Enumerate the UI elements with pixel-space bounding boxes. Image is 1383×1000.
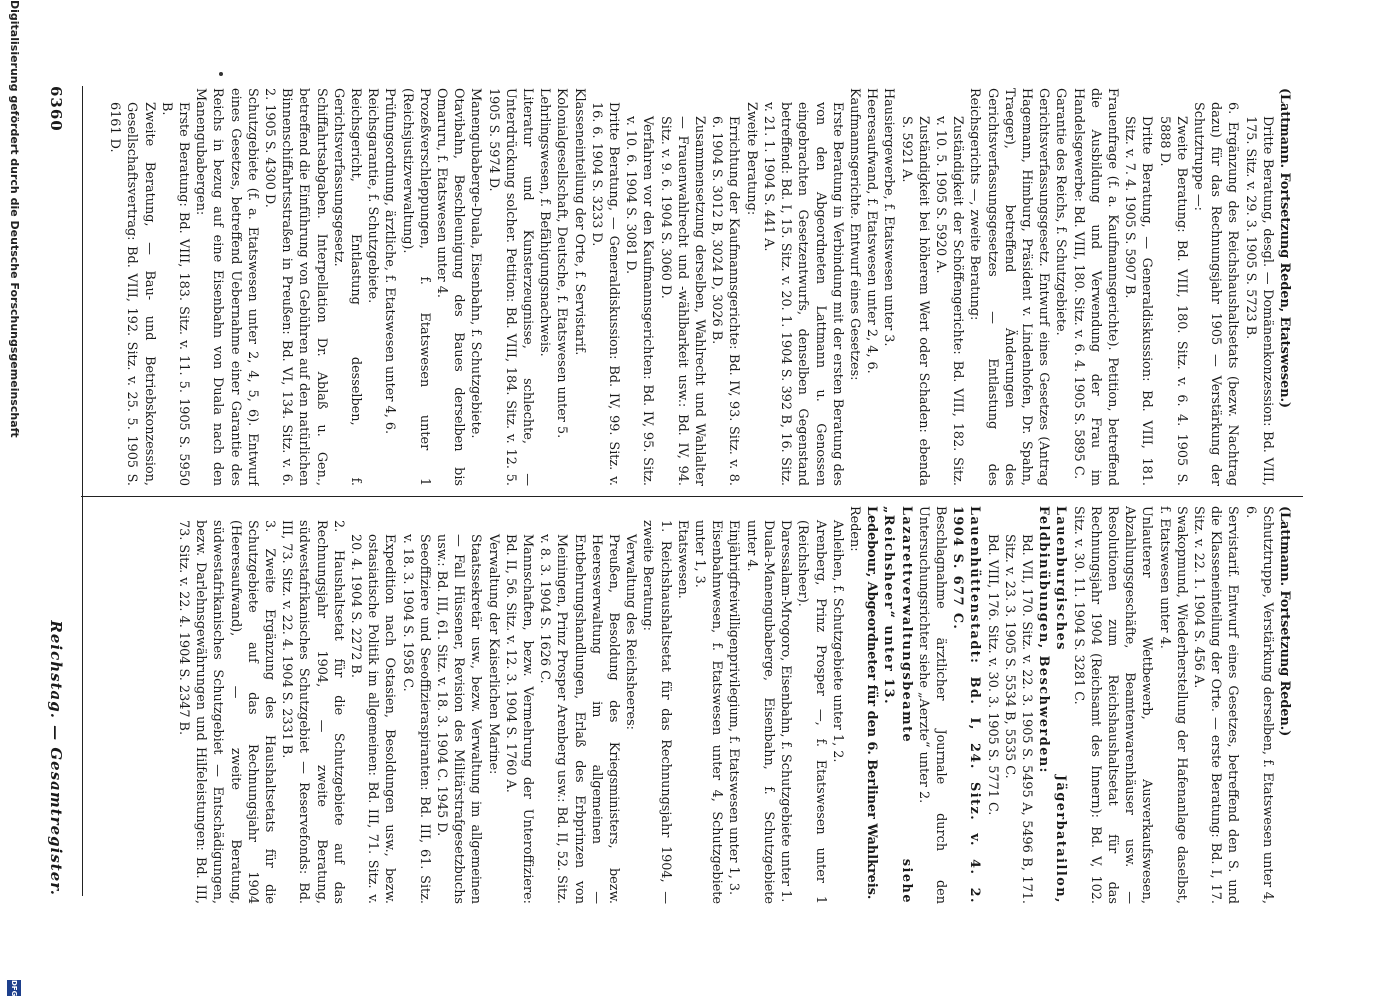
index-entry: Beschlagnahme ärztlicher Journale durch den Untersuchungsrichter siehe „Aerzte“ unter 2. [915,506,948,904]
page-header [41,86,71,896]
index-entry: Prüfungsordnung, ärztliche, f. Etatswesen unter 4, 6. [382,88,398,435]
index-entry: Lauenhüttenstadt: Bd. I, 24. Sitz. v. 4. 2. 1904 S. 677 C. [950,506,983,904]
dfg-logo-icon: DFG [7,980,21,996]
index-entry: Bd. VII, 170. Sitz. v. 22. 3. 1905 S. 5495 A, 5496 B, 171. Sitz. v. 23. 3. 1905 S. 5534 B, 5535 C. [1001,534,1034,904]
index-entry: Zusammensetzung derselben, Wahlrecht und Wahlalter — Frauenwahlrecht und -wählbarkeit usw.: Bd. IV, 94. Sitz. v. 9. 6. 1904 S. 3060 D. [657,116,708,486]
index-entry: Gerichtsverfassungsgesetz. Entwurf eines Gesetzes (Antrag Hagemann, Himburg, Präsident v. Lindenhofen, Dr. Spahn, Traeger), betreffend Änderungen des Gerichtsverfassungsgesetzes — Entlastung des Reichsgerichts —, zweite Beratung: [967,88,1052,486]
column-divider [81,496,1303,497]
index-entry: 3. Zweite Ergänzung des Haushaltsetats für die Schutzgebiete auf das Rechnungsjahr 1904 (Heeresaufwand), — zweite Beratung, südwestafrikanisches Schutzgebiet — Entschädigungen, bezw. Darlehnsgewährungen und Hilfeleistungen: Bd. III, 73. Sitz. v. 22. 4. 1904 S. 2347 B. [176,520,278,904]
index-entry: Erste Beratung: Bd. VIII, 183. Sitz. v. 11. 5. 1905 S. 5950 B. [158,102,191,486]
index-entry: Hausiergewerbe, f. Etatswesen unter 3. [881,88,897,347]
index-entry: Zuständigkeit bei höherem Wert oder Schaden: ebenda S. 5921 A. [898,116,931,486]
index-entry: (Lattmann. Fortsetzung Reden.) [1277,506,1292,737]
index-entry: Schiffahrtsabgaben. Interpellation Dr. Ablaß u. Gen., betreffend die Einführung von Gebühren auf den natürlichen Binnenschiffahrtsstraßen in Preußen: Bd. VI, 134. Sitz. v. 6. 2. 1905 S. 4300 D. [262,88,329,486]
index-entry: Anleihen, f. Schutzgebiete unter 1, 2. [829,520,845,763]
index-entry: Etatswesen. [674,520,690,599]
index-entry: Preußen, Besoldung des Kriegsministers, bezw. Heeresverwaltung im allgemeinen — Entbehrungshandlungen, Erlaß des Erbprinzen von Meiningen, Prinz Prosper Arenberg usw.: Bd. II, 52. Sitz. v. 8. 3. 1904 S. 1626 C. [537,534,622,904]
index-entry: Zweite Beratung: [743,102,759,216]
index-entry: Swakopmund, Wiederherstellung der Hafenanlage daselbst, f. Etatswesen unter 4. [1156,506,1189,904]
index-entry: Dritte Beratung, desgl. — Domänenkonzession: Bd. VIII, 175. Sitz. v. 29. 3. 1905 S. 5723 B. [1242,116,1275,486]
running-title: Reichstag. — Gesamtregister. [47,620,65,896]
index-entry: Erste Beratung in Verbindung mit der ersten Beratung des von den Abgeordneten Lattmann u. Genossen eingebrachten Gesetzentwurfs, denselben Gegenstand betreffend: Bd. I, 15. Sitz. v. 20. 1. 1904 S. 392 B, 16. Sitz. v. 21. 1. 1904 S. 441 A. [760,102,845,486]
index-entry: Dritte Beratung, — Generaldiskussion: Bd. VIII, 181. Sitz. v. 7. 4. 1905 S. 5907 B. [1122,116,1155,486]
header-rule [82,86,83,896]
index-entry: (Lattmann. Fortsetzung Reden, Etatswesen.) [1277,88,1292,409]
index-entry: Schutzgebiete (f. a. Etatswesen unter 2, 4, 5, 6). Entwurf eines Gesetzes, betreffend Uebernahme einer Garantie des Reichs in bezug auf eine Eisenbahn von Duala nach den Manengubabergen: [193,88,260,486]
index-entry: Otavibahn, Beschleunigung des Baues derselben bis Omaruru, f. Etatswesen unter 4. [434,88,467,486]
index-entry: Garantie des Reichs, f. Schutzgebiete. [1053,88,1069,336]
index-entry: Reichsgericht, Entlastung desselben, f. Gerichtsverfassungsgesetz. [330,88,364,486]
index-entry: Bd. VIII, 176. Sitz. v. 30. 3. 1905 S. 5771 C. [984,534,1000,816]
index-entry: Eisenbahnwesen, f. Etatswesen unter 4, Schutzgebiete unter 1, 3. [692,520,725,904]
index-entry: Literatur und Kunsterzeugnisse, schlechte, — Unterdrückung solcher. Petition: Bd. VIII, 184. Sitz. v. 12. 5. 1905 S. 5974 D. [485,88,536,486]
index-entry: Reichsgarantie, f. Schutzgebiete. [365,88,381,304]
index-entry: 1. Reichshaushaltsetat für das Rechnungsjahr 1904, — zweite Beratung: [640,520,673,904]
index-entry: Verwaltung der Kaiserlichen Marine: [485,534,501,775]
index-entry: Mannschaften, bezw. Vermehrung der Unteroffiziere: Bd. II, 56. Sitz. v. 12. 3. 1904 S. 1760 A. [502,534,536,904]
index-entry: Duala-Manengubaberge, Eisenbahn, f. Schutzgebiete unter 4. [743,520,776,904]
index-entry: Lazarettverwaltungsbeamte siehe „Reichsheer“ unter 13. [881,506,914,904]
index-entry: Zuständigkeit der Schöffengerichte: Bd. VIII, 182. Sitz. v. 10. 5. 1905 S. 5920 A. [932,116,966,486]
index-entry: Unlauterer Wettbewerb, Ausverkaufswesen, Abzahlungsgeschäfte, Beamtenwarenhäuser usw. — Resolutionen zum Reichshaushaltsetat für das Rechnungsjahr 1904 (Reichsamt des Innern): Bd. V, 102. Sitz. v. 30. 11. 1904 S. 3281 C. [1070,506,1155,904]
index-entry: Seeoffiziere und Seeoffizieraspiranten: Bd. III, 61. Sitz. v. 18. 3. 1904 S. 1958 C. [399,534,432,904]
index-entry: Dritte Beratung, — Generaldiskussion: Bd. IV, 99. Sitz. v. 16. 6. 1904 S. 3233 D. [588,102,622,486]
index-entry: Arenberg, Prinz Prosper —, f. Etatswesen unter 1 (Reichsheer). [795,520,828,904]
index-entry: Frauenfrage (f. a. Kaufmannsgerichte). Petition, betreffend die Ausbildung und Verwendung der Frau im Handelsgewerbe: Bd. VIII, 180. Sitz. v. 6. 4. 1905 S. 5895 C. [1070,88,1120,486]
index-entry: Manengubaberge-Duala, Eisenbahn, f. Schutzgebiete. [468,88,484,439]
index-entry: Expedition nach Ostasien, Besoldungen usw., bezw. ostasiatische Politik im allgemeinen: Bd. III, 71. Sitz. v. 20. 4. 1904 S. 2272 B. [348,534,398,904]
footer [3,0,23,1000]
footer-credit: Digitalisierung gefördert durch die Deutsche Forschungsgemeinschaft [8,0,21,438]
index-entry: Reden: [846,506,862,552]
index-entry: Verfahren vor den Kaufmannsgerichten: Bd. IV, 95. Sitz. v. 10. 6. 1904 S. 3081 D. [623,116,656,486]
margin-mark [219,72,223,76]
index-entry: Ledebour, Abgeordneter für den 6. Berliner Wahlkreis. [864,506,880,900]
index-entry: Zweite Beratung, — Bau- und Betriebskonzession, Gesellschaftsvertrag: Bd. VIII, 192. Sitz. v. 25. 5. 1905 S. 6161 D. [107,102,157,486]
index-entry: Schutztruppe, Verstärkung derselben, f. Etatswesen unter 4, 6. [1242,506,1275,904]
index-entry: Lauenburgisches Jägerbataillon, Feldbinübungen, Beschwerden: [1036,506,1069,904]
index-entry: Daressalam-Mrogoro, Eisenbahn, f. Schutzgebiete unter 1. [778,520,794,903]
index-entry: Klasseneinteilung der Orte, f. Servistarif. [571,88,587,356]
index-entry: 6. Ergänzung des Reichshaushaltsetats (bezw. Nachtrag dazu) für das Rechnungsjahr 1905 — Verstärkung der Schutztruppe —: [1190,102,1241,486]
right-column [88,506,1293,904]
index-entry: Lehrlingswesen, f. Befähigungsnachweis. [537,88,553,357]
index-entry: Kolonialgesellschaft, Deutsche, f. Etatswesen unter 5. [554,88,570,439]
index-entry: Verwaltung des Reichsheeres: [623,534,639,730]
index-entry: Prozeßverschleppungen, f. Etatswesen unter 1 (Reichsjustizverwaltung). [399,88,432,486]
index-entry: 2. Haushaltsetat für die Schutzgebiete auf das Rechnungsjahr 1904, — zweite Beratung, südwestafrikanisches Schutzgebiet — Reservefonds: Bd. III, 73. Sitz. v. 22. 4. 1904 S. 2331 B. [279,520,346,904]
index-entry: Einjährigfreiwilligenprivilegium, f. Etatswesen unter 1, 3. [726,520,742,896]
index-entry: Zweite Beratung: Bd. VIII, 180. Sitz. v. 6. 4. 1905 S. 5888 D. [1156,116,1189,486]
index-entry: Errichtung der Kaufmannsgerichte: Bd. IV, 93. Sitz. v. 8. 6. 1904 S. 3012 B, 3024 D, 3026 B. [709,116,742,486]
page-number: 6360 [47,86,65,132]
index-entry: Staatssekretär usw., bezw. Verwaltung im allgemeinen — Fall Hüssener, Revision des Militärstrafgesetzbuchs usw.: Bd. III, 61. Sitz. v. 18. 3. 1904 C. 1945 D. [434,534,484,904]
index-entry: Heeresaufwand, f. Etatswesen unter 2, 4, 6. [864,88,880,374]
index-entry: Servistarif. Entwurf eines Gesetzes, betreffend den S. und die Klasseneinteilung der Orte. — erste Beratung: Bd. I, 17. Sitz. v. 22. 1. 1904 S. 456 A. [1190,506,1241,904]
index-entry: Kaufmannsgerichte. Entwurf eines Gesetzes: [846,88,862,381]
left-column [88,88,1293,486]
